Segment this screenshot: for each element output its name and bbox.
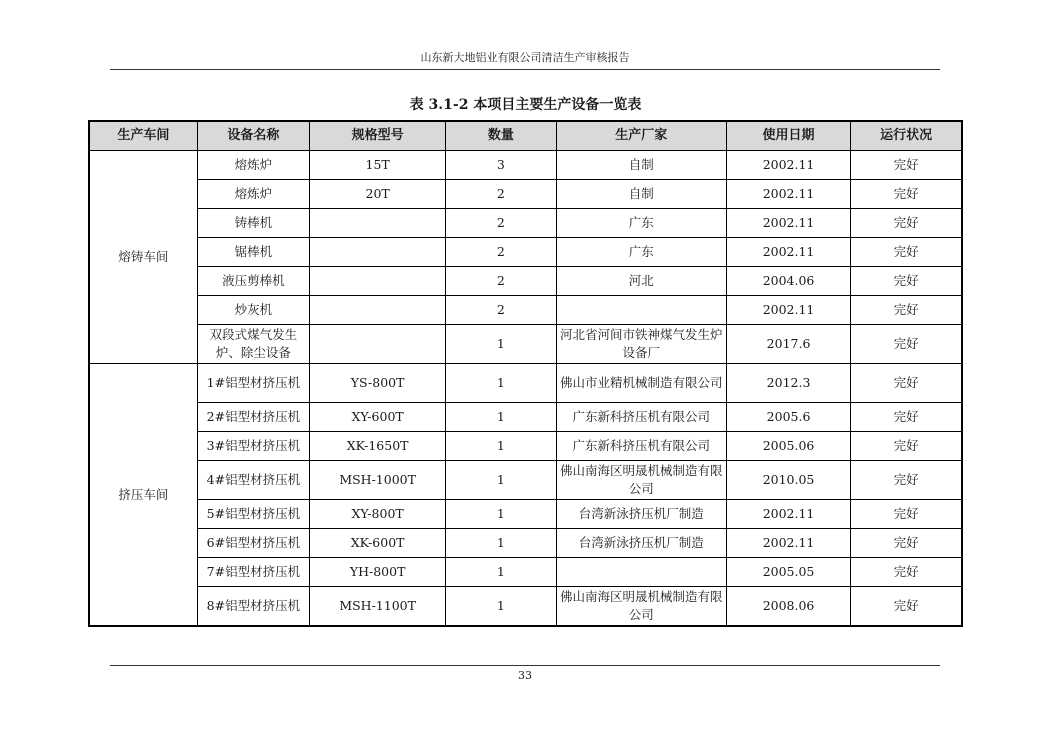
table-row: [89, 151, 962, 180]
table-row: [89, 587, 962, 627]
equipment-name-cell: 熔炼炉: [197, 180, 309, 209]
equipment-table: [88, 120, 963, 627]
status-cell: 完好: [851, 238, 962, 267]
table-row: [89, 180, 962, 209]
status-cell: 完好: [851, 267, 962, 296]
quantity-cell: 1: [446, 461, 556, 500]
table-row: [89, 364, 962, 403]
date-cell: 2012.3: [726, 364, 850, 403]
quantity-cell: 1: [446, 587, 556, 627]
date-cell: 2002.11: [726, 238, 850, 267]
date-cell: 2002.11: [726, 209, 850, 238]
table-row: [89, 500, 962, 529]
spec-cell: YS-800T: [309, 364, 445, 403]
date-cell: 2004.06: [726, 267, 850, 296]
spec-cell: [309, 238, 445, 267]
footer-rule: [110, 665, 940, 666]
equipment-name-cell: 3#铝型材挤压机: [197, 432, 309, 461]
manufacturer-cell: 广东: [556, 209, 726, 238]
manufacturer-cell: 台湾新泳挤压机厂制造: [556, 529, 726, 558]
status-cell: 完好: [851, 209, 962, 238]
workshop-cell: 挤压车间: [89, 364, 197, 627]
equipment-name-cell: 双段式煤气发生炉、除尘设备: [197, 325, 309, 364]
manufacturer-cell: 广东: [556, 238, 726, 267]
date-cell: 2002.11: [726, 180, 850, 209]
col-header-spec: 规格型号: [309, 121, 445, 151]
manufacturer-cell: 佛山南海区明晟机械制造有限公司: [556, 587, 726, 627]
table-row: [89, 403, 962, 432]
date-cell: 2002.11: [726, 296, 850, 325]
status-cell: 完好: [851, 151, 962, 180]
table-header-row: [89, 121, 962, 151]
status-cell: 完好: [851, 432, 962, 461]
quantity-cell: 2: [446, 209, 556, 238]
equipment-name-cell: 2#铝型材挤压机: [197, 403, 309, 432]
spec-cell: [309, 296, 445, 325]
spec-cell: [309, 209, 445, 238]
quantity-cell: 1: [446, 500, 556, 529]
spec-cell: MSH-1100T: [309, 587, 445, 627]
spec-cell: XY-600T: [309, 403, 445, 432]
manufacturer-cell: 自制: [556, 151, 726, 180]
page-number: 33: [518, 669, 532, 682]
col-header-workshop: 生产车间: [89, 121, 197, 151]
quantity-cell: 1: [446, 432, 556, 461]
equipment-name-cell: 铸棒机: [197, 209, 309, 238]
spec-cell: XK-1650T: [309, 432, 445, 461]
quantity-cell: 1: [446, 364, 556, 403]
status-cell: 完好: [851, 325, 962, 364]
quantity-cell: 1: [446, 558, 556, 587]
table-row: [89, 238, 962, 267]
table-row: [89, 461, 962, 500]
status-cell: 完好: [851, 558, 962, 587]
date-cell: 2002.11: [726, 529, 850, 558]
manufacturer-cell: 佛山市业精机械制造有限公司: [556, 364, 726, 403]
status-cell: 完好: [851, 587, 962, 627]
date-cell: 2005.06: [726, 432, 850, 461]
quantity-cell: 2: [446, 296, 556, 325]
running-header: 山东新大地铝业有限公司清洁生产审核报告: [420, 51, 630, 64]
date-cell: 2017.6: [726, 325, 850, 364]
table-caption: 表 3.1-2 本项目主要生产设备一览表: [409, 97, 642, 113]
col-header-equipment-name: 设备名称: [197, 121, 309, 151]
equipment-name-cell: 7#铝型材挤压机: [197, 558, 309, 587]
manufacturer-cell: [556, 296, 726, 325]
equipment-name-cell: 液压剪棒机: [197, 267, 309, 296]
manufacturer-cell: 广东新科挤压机有限公司: [556, 432, 726, 461]
manufacturer-cell: 台湾新泳挤压机厂制造: [556, 500, 726, 529]
manufacturer-cell: 佛山南海区明晟机械制造有限公司: [556, 461, 726, 500]
manufacturer-cell: 广东新科挤压机有限公司: [556, 403, 726, 432]
spec-cell: 15T: [309, 151, 445, 180]
spec-cell: [309, 325, 445, 364]
date-cell: 2002.11: [726, 151, 850, 180]
equipment-name-cell: 4#铝型材挤压机: [197, 461, 309, 500]
table-row: [89, 432, 962, 461]
status-cell: 完好: [851, 180, 962, 209]
spec-cell: MSH-1000T: [309, 461, 445, 500]
manufacturer-cell: 自制: [556, 180, 726, 209]
table-row: [89, 529, 962, 558]
col-header-quantity: 数量: [446, 121, 556, 151]
manufacturer-cell: [556, 558, 726, 587]
spec-cell: 20T: [309, 180, 445, 209]
quantity-cell: 1: [446, 529, 556, 558]
table-row: [89, 558, 962, 587]
table-row: [89, 267, 962, 296]
date-cell: 2008.06: [726, 587, 850, 627]
spec-cell: [309, 267, 445, 296]
quantity-cell: 1: [446, 325, 556, 364]
date-cell: 2002.11: [726, 500, 850, 529]
spec-cell: XK-600T: [309, 529, 445, 558]
status-cell: 完好: [851, 461, 962, 500]
col-header-status: 运行状况: [851, 121, 962, 151]
date-cell: 2005.05: [726, 558, 850, 587]
date-cell: 2005.6: [726, 403, 850, 432]
quantity-cell: 1: [446, 403, 556, 432]
spec-cell: YH-800T: [309, 558, 445, 587]
col-header-manufacturer: 生产厂家: [556, 121, 726, 151]
date-cell: 2010.05: [726, 461, 850, 500]
col-header-date: 使用日期: [726, 121, 850, 151]
spec-cell: XY-800T: [309, 500, 445, 529]
workshop-cell: 熔铸车间: [89, 151, 197, 364]
status-cell: 完好: [851, 296, 962, 325]
manufacturer-cell: 河北省河间市铁神煤气发生炉设备厂: [556, 325, 726, 364]
quantity-cell: 2: [446, 267, 556, 296]
equipment-name-cell: 锯棒机: [197, 238, 309, 267]
table-row: [89, 296, 962, 325]
table-row: [89, 209, 962, 238]
table-row: [89, 325, 962, 364]
quantity-cell: 2: [446, 180, 556, 209]
equipment-name-cell: 8#铝型材挤压机: [197, 587, 309, 627]
status-cell: 完好: [851, 364, 962, 403]
quantity-cell: 2: [446, 238, 556, 267]
header-rule: [110, 69, 940, 70]
equipment-name-cell: 6#铝型材挤压机: [197, 529, 309, 558]
equipment-name-cell: 1#铝型材挤压机: [197, 364, 309, 403]
status-cell: 完好: [851, 529, 962, 558]
status-cell: 完好: [851, 500, 962, 529]
equipment-name-cell: 5#铝型材挤压机: [197, 500, 309, 529]
manufacturer-cell: 河北: [556, 267, 726, 296]
quantity-cell: 3: [446, 151, 556, 180]
equipment-name-cell: 熔炼炉: [197, 151, 309, 180]
equipment-name-cell: 炒灰机: [197, 296, 309, 325]
status-cell: 完好: [851, 403, 962, 432]
